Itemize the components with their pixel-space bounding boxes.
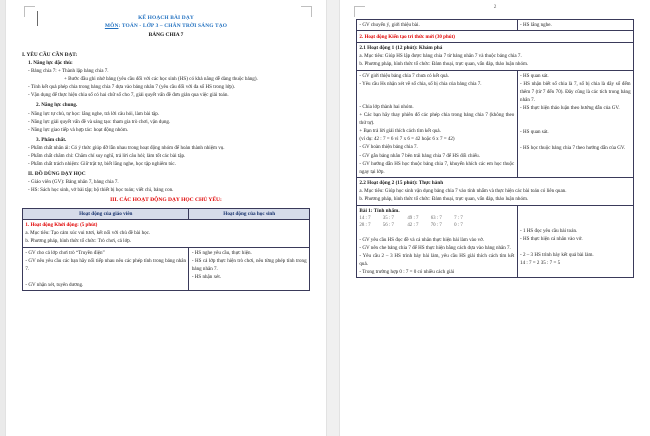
section-1-sub3-heading: 3. Phẩm chất. [36,136,67,143]
activity-1-teacher-cell [23,247,189,291]
doc-title-line3: BẢNG CHIA 7 [148,31,184,38]
bai-1-exercise-row-1: 14 : 7 35 : 7 49 : 7 63 : 7 7 : 7 [359,215,463,221]
bai-1-student-line2: - HS thực hiện cá nhân vào vở. [520,235,583,242]
activity-1-student-line1: - HS nghe yêu cầu, thực hiện. [191,249,252,256]
a21-teacher-line9: - GV hướng dẫn HS học thuộc bảng chia 7, khuyến khích các em học thuộc ngay tại lớp. [359,160,515,175]
section-1-sub3-line2: - Phẩm chất chăm chỉ: Chăm chỉ suy nghĩ, trả lời câu hỏi; làm tốt các bài tập. [28,153,186,160]
a21-student-line1: - HS quan sát. [520,72,549,79]
bai-1-teacher-line3: - Yêu cầu 2 – 3 HS trình bày bài làm, yêu cầu HS giải thích cách tìm kết quả. [359,252,515,268]
table-row [357,42,634,70]
section-2-heading: II. ĐỒ DÙNG DẠY HỌC [28,171,86,178]
section-1-sub3-line1: - Phẩm chất nhân ái: Có ý thức giúp đỡ lẫn nhau trong hoạt động nhóm để hoàn thành nhiệm vụ. [28,144,225,151]
section-2-line2: - HS: Sách học sinh, vở bài tập; bộ thiết bị học toán; viết chì, bảng con. [28,187,174,194]
bai-1-student-line4: 14 : 7 = 2 35 : 7 = 5 [520,260,561,267]
section-3-heading: III. CÁC HOẠT ĐỘNG DẠY HỌC CHỦ YẾU: [110,197,222,204]
section-1-sub2-heading: 2. Năng lực chung. [36,102,78,109]
activity-2-1-teacher-cell [357,70,518,177]
activity-2-1-goal: a. Mục tiêu: Giúp HS lập được bảng chia 7 từ bảng nhân 7 và thuộc bảng chia 7. [359,53,522,60]
a21-student-line5: - HS học thuộc bảng chia 7 theo hướng dẫn của GV. [520,145,626,152]
lesson-activity-table-right [356,19,634,278]
bai-1-teacher-line4: - Trong trường hợp 0 : 7 = 0 có nhiều cách giải [359,269,455,276]
bai-1-student-gap [520,207,631,227]
bai-1-student-line1: - 1 HS đọc yêu cầu bài toán. [520,227,578,234]
table-row [357,70,634,177]
column-header-teacher: Hoạt động của giáo viên [23,208,189,219]
section-1-sub2-line3: - Năng lực giao tiếp và hợp tác: hoạt động nhóm. [28,126,129,133]
table-row [357,178,634,206]
a21-student-line4: - HS quan sát. [520,129,549,136]
a21-student-gap2 [520,136,631,144]
bai-1-student-cell [517,205,633,278]
activity-1-method: b. Phương pháp, hình thức tổ chức: Trò chơi, cả lớp. [25,238,132,245]
activity-2-1-heading: 2.1 Hoạt động 1 (12 phút): Khám phá [359,45,443,52]
section-1-sub1-line4: - Vận dụng để thực hiện chia số có hai chữ số cho 7, giải quyết vấn đề đơn giản qua việc giải toán. [28,92,229,99]
activity-2-2-intro-cell [357,178,634,206]
page-number: 2 [493,4,497,10]
doc-title-line1: KẾ HOẠCH BÀI DẠY [138,15,194,21]
bai-1-exercise-row-2: 28 : 7 56 : 7 42 : 7 70 : 7 0 : 7 [359,223,463,229]
a21-teacher-line1: - GV giới thiệu bảng chia 7 chưa có kết quả. [359,72,449,79]
document-page-left [6,0,326,436]
activity-2-1-method: b. Phương pháp, hình thức tổ chức: Đàm thoại, trực quan, vấn đáp, thảo luận nhóm. [359,61,529,68]
section-2-line1: - Giáo viên (GV): Bảng nhân 7, bảng chia 7. [28,179,119,186]
activity-1-teacher-line2: - GV nêu yêu cầu các bạn hãy nối tiếp nhau nêu các phép tính trong bảng nhân 7. [25,257,187,273]
a21-teacher-line4: + Các bạn hãy thay phiên đố các phép chia trong bảng chia 7 (không theo thứ tự). [359,112,515,127]
bai-1-teacher-cell [357,205,518,278]
title-spacer [22,39,310,46]
table-row [357,20,634,31]
section-1-sub2-line1: - Năng lực tự chủ, tự học: lắng nghe, trả lời câu hỏi, làm bài tập. [28,110,160,117]
doc-title-subject-rest: : TOÁN - LỚP 3 – CHÂN TRỜI SÁNG TẠO [118,23,228,30]
activity-1-teacher-line4: - GV chuyển ý, giới thiệu bài. [359,22,420,29]
table-row [23,220,310,248]
bai-1-student-gap2 [520,243,631,251]
section-1-sub3-line3: - Phẩm chất trách nhiệm: Giữ trật tự, biết lắng nghe, học tập nghiêm túc. [28,161,176,168]
activity-1-teacher-cell-cont [357,20,518,31]
activity-2-2-goal: a. Mục tiêu: Giúp học sinh vận dụng bảng chia 7 vào tính nhẩm và thực hiện các bài toán có liên quan. [359,188,567,195]
activity-1-teacher-line3: - GV nhận xét, tuyên dương. [25,282,84,289]
a21-student-line3: - HS thực hiện thảo luận theo hướng dẫn của GV. [520,105,620,112]
section-1-sub1-line2: + Bước đầu ghi nhớ bảng (yêu cầu đối với các học sinh (HS) có khả năng dễ dàng thuộc bảng). [64,76,258,83]
bai-1-teacher-line2: - GV nên che bảng chia 7 để HS thực hiện bằng cách dựa vào bảng nhân 7. [359,244,511,251]
activity-1-student-cell [189,247,310,291]
a21-teacher-line7: - GV hoàn thiện bảng chia 7. [359,144,418,151]
a21-teacher-line5: + Bạn trả lời giải thích cách tìm kết quả. [359,128,441,135]
lesson-activity-table-left [22,208,310,292]
activity-2-heading: 2. Hoạt động Kiến tạo tri thức mới (30 phút) [359,33,455,40]
activity-2-2-heading: 2.2 Hoạt động 2 (15 phút): Thực hành [359,180,444,187]
section-1-sub1-heading: 1. Năng lực đặc thù: [28,59,73,66]
activity-1-student-line3: - HS nhận xét. [191,274,221,281]
document-page-right [340,0,650,436]
bai-1-heading: Bài 1: Tính nhẩm. [359,207,400,214]
a21-teacher-line2: - Yêu cầu Hs nhận xét về số chia, số bị chia của bảng chia 7. [359,80,482,87]
activity-1-student-cell-cont [517,20,633,31]
table-row [357,205,634,278]
a21-teacher-gap [359,88,514,103]
activity-1-teacher-line1: - GV cho cả lớp chơi trò “Truyền điện” [25,249,105,256]
activity-1-student-line2: - HS cả lớp thực hiện trò chơi, nêu từng phép tính trong bảng nhân 7. [191,257,307,273]
table-row [357,31,634,42]
table-row [23,247,310,291]
doc-title-line2 [22,22,310,30]
a21-teacher-line8: - GV gắn bảng nhân 7 bên trái bảng chia 7 để HS đối chiếu. [359,152,480,159]
activity-1-intro-cell [23,220,310,248]
a21-teacher-line3: - Chia lớp thành hai nhóm. [359,103,414,110]
column-header-student: Hoạt động của học sinh [189,208,310,219]
bai-1-student-line3: - 2 – 3 HS trình bày kết quả bài làm. [520,252,594,259]
page-gutter [326,0,340,436]
a21-teacher-line6: (ví dụ: 42 : 7 = 6 vì 7 x 6 = 42 hoặc 6 x 7 = 42) [359,136,455,143]
activity-2-2-method: b. Phương pháp, hình thức tổ chức: Đàm thoại, trực quan, vấn đáp, thảo luận nhóm. [359,196,529,203]
a21-student-line2: - HS nhận biết số chia là 7, số bị chia là dãy số đếm thêm 7 (từ 7 đến 70). Đây cũng là các tích trong bảng nhân 7. [520,80,631,104]
a21-student-gap [520,112,631,128]
activity-1-goal: a. Mục tiêu: Tạo cảm xúc vui tươi, kết nối với chủ đề bài học. [25,230,151,237]
activity-1-student-line4: - HS lắng nghe. [520,22,552,29]
doc-title-subject-label: MÔN [104,23,119,30]
activity-2-1-student-cell [517,70,633,177]
table-header-row [23,208,310,219]
section-1-sub2-line2: - Năng lực giải quyết vấn đề và sáng tạo: tham gia trò chơi, vận dụng. [28,118,171,125]
section-1-sub1-line1: - Bảng chia 7: + Thành lập bảng chia 7. [28,68,109,75]
activity-2-1-intro-cell [357,42,634,70]
bai-1-teacher-line1: - GV yêu cầu HS đọc đề và cá nhân thực hiện bài làm vào vở. [359,236,485,243]
activity-2-heading-cell [357,31,634,42]
section-1-heading: I. YÊU CẦU CẦN ĐẠT: [22,51,78,58]
activity-1-teacher-gap [25,273,186,281]
activity-1-heading: 1. Hoạt động Khởi động: (5 phút) [25,222,98,229]
section-1-sub1-line3: - Tính kết quả phép chia trong bảng chia 7 dựa vào bảng nhân 7 (yêu cầu đối với đa số HS trong lớp). [28,84,235,91]
